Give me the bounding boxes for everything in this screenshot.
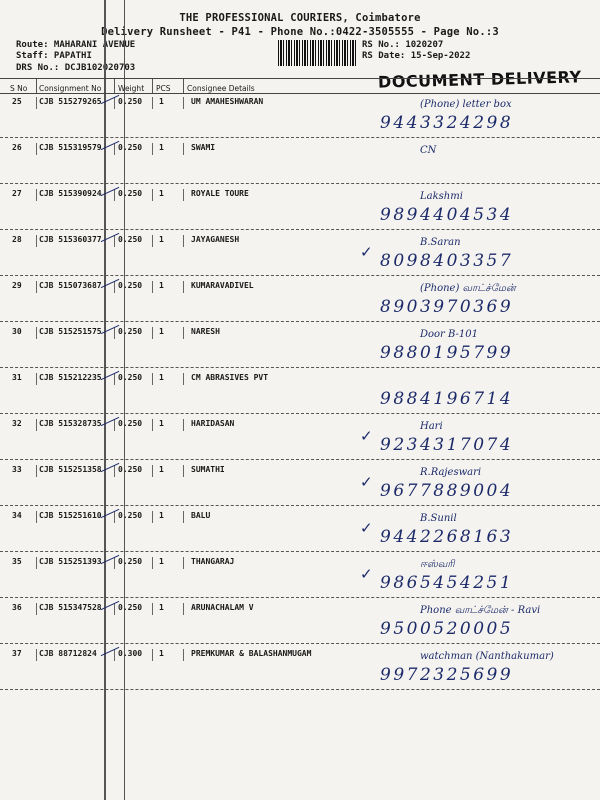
pen-check-mark	[101, 371, 120, 380]
col-separator	[152, 143, 153, 155]
row-divider	[0, 689, 600, 690]
serial-number: 37	[12, 649, 22, 658]
serial-number: 36	[12, 603, 22, 612]
col-separator	[183, 465, 184, 477]
consignment-number: CJB 515319579	[39, 143, 102, 152]
col-separator	[36, 327, 37, 339]
col-separator	[114, 649, 115, 661]
rs-number: RS No.: 1020207	[362, 40, 444, 50]
consignee-name: PREMKUMAR & BALASHANMUGAM	[191, 649, 312, 658]
col-separator	[114, 373, 115, 385]
col-separator	[114, 465, 115, 477]
consignee-name: UM AMAHESHWARAN	[191, 97, 264, 106]
pieces: 1	[159, 97, 164, 106]
col-separator	[183, 143, 184, 155]
col-separator	[183, 557, 184, 569]
consignment-number: CJB 88712824	[39, 649, 97, 658]
weight: 0.250	[118, 511, 143, 520]
weight: 0.300	[118, 649, 143, 658]
col-separator	[36, 649, 37, 661]
col-consignment: Consignment No	[39, 84, 102, 93]
pen-check-mark	[101, 463, 120, 472]
handwritten-note: R.Rajeswari	[420, 467, 482, 478]
check-icon: ✓	[360, 427, 373, 445]
consignment-number: CJB 515073687	[39, 281, 102, 290]
col-separator	[36, 603, 37, 615]
row-divider	[0, 183, 600, 184]
row-divider	[0, 413, 600, 414]
col-separator	[152, 603, 153, 615]
col-separator	[114, 327, 115, 339]
col-separator	[183, 603, 184, 615]
handwritten-note: (Phone) வாட்ச்மேன்	[420, 283, 516, 294]
row-divider	[0, 229, 600, 230]
col-separator	[114, 557, 115, 569]
consignment-number: CJB 515347528	[39, 603, 102, 612]
handwritten-note: Lakshmi	[420, 191, 463, 202]
row-divider	[0, 551, 600, 552]
col-separator	[36, 235, 37, 247]
col-separator	[183, 79, 184, 93]
col-separator	[152, 189, 153, 201]
row-divider	[0, 505, 600, 506]
check-icon: ✓	[360, 473, 373, 491]
col-separator	[183, 189, 184, 201]
consignment-number: CJB 515251393	[39, 557, 102, 566]
col-separator	[36, 557, 37, 569]
consignment-number: CJB 515212235	[39, 373, 102, 382]
weight: 0.250	[118, 281, 143, 290]
serial-number: 30	[12, 327, 22, 336]
pieces: 1	[159, 143, 164, 152]
pen-check-mark	[101, 233, 120, 242]
serial-number: 25	[12, 97, 22, 106]
weight: 0.250	[118, 97, 143, 106]
consignment-number: CJB 515328735	[39, 419, 102, 428]
col-separator	[152, 511, 153, 523]
consignment-number: CJB 515251610	[39, 511, 102, 520]
serial-number: 31	[12, 373, 22, 382]
pieces: 1	[159, 511, 164, 520]
col-separator	[114, 189, 115, 201]
handwritten-note: Door B-101	[420, 329, 479, 340]
weight: 0.250	[118, 557, 143, 566]
col-separator	[36, 79, 37, 93]
consignment-number: CJB 515279265	[39, 97, 102, 106]
row-divider	[0, 321, 600, 322]
row-divider	[0, 459, 600, 460]
consignee-name: CM ABRASIVES PVT	[191, 373, 269, 382]
check-icon: ✓	[360, 565, 373, 583]
staff: Staff: PAPATHI	[16, 51, 92, 61]
col-separator	[183, 327, 184, 339]
col-separator	[114, 97, 115, 109]
col-pcs: PCS	[156, 84, 171, 93]
handwritten-phone: 9865454251	[380, 573, 514, 593]
consignment-number: CJB 515251358	[39, 465, 102, 474]
handwritten-note: B.Saran	[420, 237, 461, 248]
col-separator	[114, 511, 115, 523]
runsheet-title: Delivery Runsheet - P41 - Phone No.:0422-3505555 - Page No.:3	[101, 26, 499, 38]
col-separator	[152, 235, 153, 247]
rs-date: RS Date: 15-Sep-2022	[362, 51, 471, 61]
col-separator	[36, 143, 37, 155]
pen-check-mark	[101, 601, 120, 610]
weight: 0.250	[118, 143, 143, 152]
col-separator	[183, 373, 184, 385]
col-consignee: Consignee Details	[187, 84, 255, 93]
col-separator	[36, 419, 37, 431]
col-separator	[183, 281, 184, 293]
pieces: 1	[159, 649, 164, 658]
col-separator	[114, 419, 115, 431]
consignee-name: SUMATHI	[191, 465, 225, 474]
col-separator	[152, 281, 153, 293]
pen-check-mark	[101, 417, 120, 426]
weight: 0.250	[118, 603, 143, 612]
pieces: 1	[159, 373, 164, 382]
col-separator	[36, 465, 37, 477]
serial-number: 27	[12, 189, 22, 198]
handwritten-phone: 8098403357	[380, 251, 514, 271]
handwritten-phone: 9894404534	[380, 205, 514, 225]
handwritten-phone: 8903970369	[380, 297, 514, 317]
row-divider	[0, 275, 600, 276]
row-divider	[0, 597, 600, 598]
weight: 0.250	[118, 419, 143, 428]
document-delivery-stamp: DOCUMENT DELIVERY	[377, 67, 582, 92]
consignment-number: CJB 515251575	[39, 327, 102, 336]
consignment-number: CJB 515360377	[39, 235, 102, 244]
check-icon: ✓	[360, 243, 373, 261]
weight: 0.250	[118, 235, 143, 244]
col-separator	[114, 603, 115, 615]
handwritten-phone: 9234317074	[380, 435, 514, 455]
col-separator	[183, 97, 184, 109]
col-separator	[152, 327, 153, 339]
consignee-name: SWAMI	[191, 143, 216, 152]
pieces: 1	[159, 603, 164, 612]
check-icon: ✓	[360, 519, 373, 537]
serial-number: 29	[12, 281, 22, 290]
consignee-name: ROYALE TOURE	[191, 189, 249, 198]
handwritten-phone: 9880195799	[380, 343, 514, 363]
row-divider	[0, 137, 600, 138]
pen-check-mark	[101, 647, 120, 656]
handwritten-note: (Phone) letter box	[420, 99, 512, 110]
handwritten-phone: 9442268163	[380, 527, 514, 547]
pieces: 1	[159, 557, 164, 566]
serial-number: 35	[12, 557, 22, 566]
col-separator	[114, 79, 115, 93]
weight: 0.250	[118, 189, 143, 198]
col-sno: S No	[10, 84, 28, 93]
col-separator	[152, 419, 153, 431]
pieces: 1	[159, 327, 164, 336]
col-separator	[152, 465, 153, 477]
header-rule	[0, 93, 600, 94]
pieces: 1	[159, 235, 164, 244]
pen-check-mark	[101, 325, 120, 334]
col-separator	[36, 97, 37, 109]
pen-check-mark	[101, 555, 120, 564]
col-separator	[152, 557, 153, 569]
col-separator	[114, 281, 115, 293]
pen-check-mark	[101, 509, 120, 518]
route: Route: MAHARANI AVENUE	[16, 40, 136, 50]
col-separator	[36, 281, 37, 293]
drs-number: DRS No.: DCJB102020703	[16, 63, 136, 73]
handwritten-note: watchman (Nanthakumar)	[420, 651, 554, 662]
pen-check-mark	[101, 141, 120, 150]
consignee-name: THANGARAJ	[191, 557, 235, 566]
col-separator	[152, 649, 153, 661]
pen-check-mark	[101, 187, 120, 196]
col-separator	[114, 235, 115, 247]
consignee-name: ARUNACHALAM V	[191, 603, 254, 612]
col-separator	[114, 143, 115, 155]
col-separator	[183, 235, 184, 247]
col-weight: Weight	[118, 84, 145, 93]
serial-number: 32	[12, 419, 22, 428]
handwritten-phone: 9500520005	[380, 619, 514, 639]
consignee-name: JAYAGANESH	[191, 235, 240, 244]
pieces: 1	[159, 189, 164, 198]
weight: 0.250	[118, 465, 143, 474]
serial-number: 34	[12, 511, 22, 520]
serial-number: 26	[12, 143, 22, 152]
pen-check-mark	[101, 95, 120, 104]
consignee-name: HARIDASAN	[191, 419, 235, 428]
col-separator	[36, 373, 37, 385]
consignment-number: CJB 515390924	[39, 189, 102, 198]
handwritten-phone: 9677889004	[380, 481, 514, 501]
col-separator	[36, 511, 37, 523]
col-separator	[152, 97, 153, 109]
handwritten-note: Phone வாட்ச்மேன் - Ravi	[420, 605, 541, 616]
handwritten-note: B.Sunil	[420, 513, 457, 524]
row-divider	[0, 643, 600, 644]
consignee-name: KUMARAVADIVEL	[191, 281, 254, 290]
col-separator	[183, 649, 184, 661]
header-rule	[0, 78, 600, 79]
col-separator	[152, 79, 153, 93]
consignee-name: BALU	[191, 511, 211, 520]
pen-check-mark	[101, 279, 120, 288]
weight: 0.250	[118, 373, 143, 382]
handwritten-phone: 9972325699	[380, 665, 514, 685]
row-divider	[0, 367, 600, 368]
pieces: 1	[159, 419, 164, 428]
handwritten-phone: 9884196714	[380, 389, 514, 409]
serial-number: 28	[12, 235, 22, 244]
handwritten-note: CN	[420, 145, 437, 156]
handwritten-note: ஈஸ்வரி	[420, 559, 455, 570]
company-title: THE PROFESSIONAL COURIERS, Coimbatore	[179, 12, 421, 24]
weight: 0.250	[118, 327, 143, 336]
col-separator	[183, 419, 184, 431]
pieces: 1	[159, 281, 164, 290]
consignee-name: NARESH	[191, 327, 220, 336]
serial-number: 33	[12, 465, 22, 474]
col-separator	[183, 511, 184, 523]
col-separator	[36, 189, 37, 201]
handwritten-phone: 9443324298	[380, 113, 514, 133]
col-separator	[152, 373, 153, 385]
handwritten-note: Hari	[420, 421, 443, 432]
pieces: 1	[159, 465, 164, 474]
barcode	[278, 40, 358, 66]
